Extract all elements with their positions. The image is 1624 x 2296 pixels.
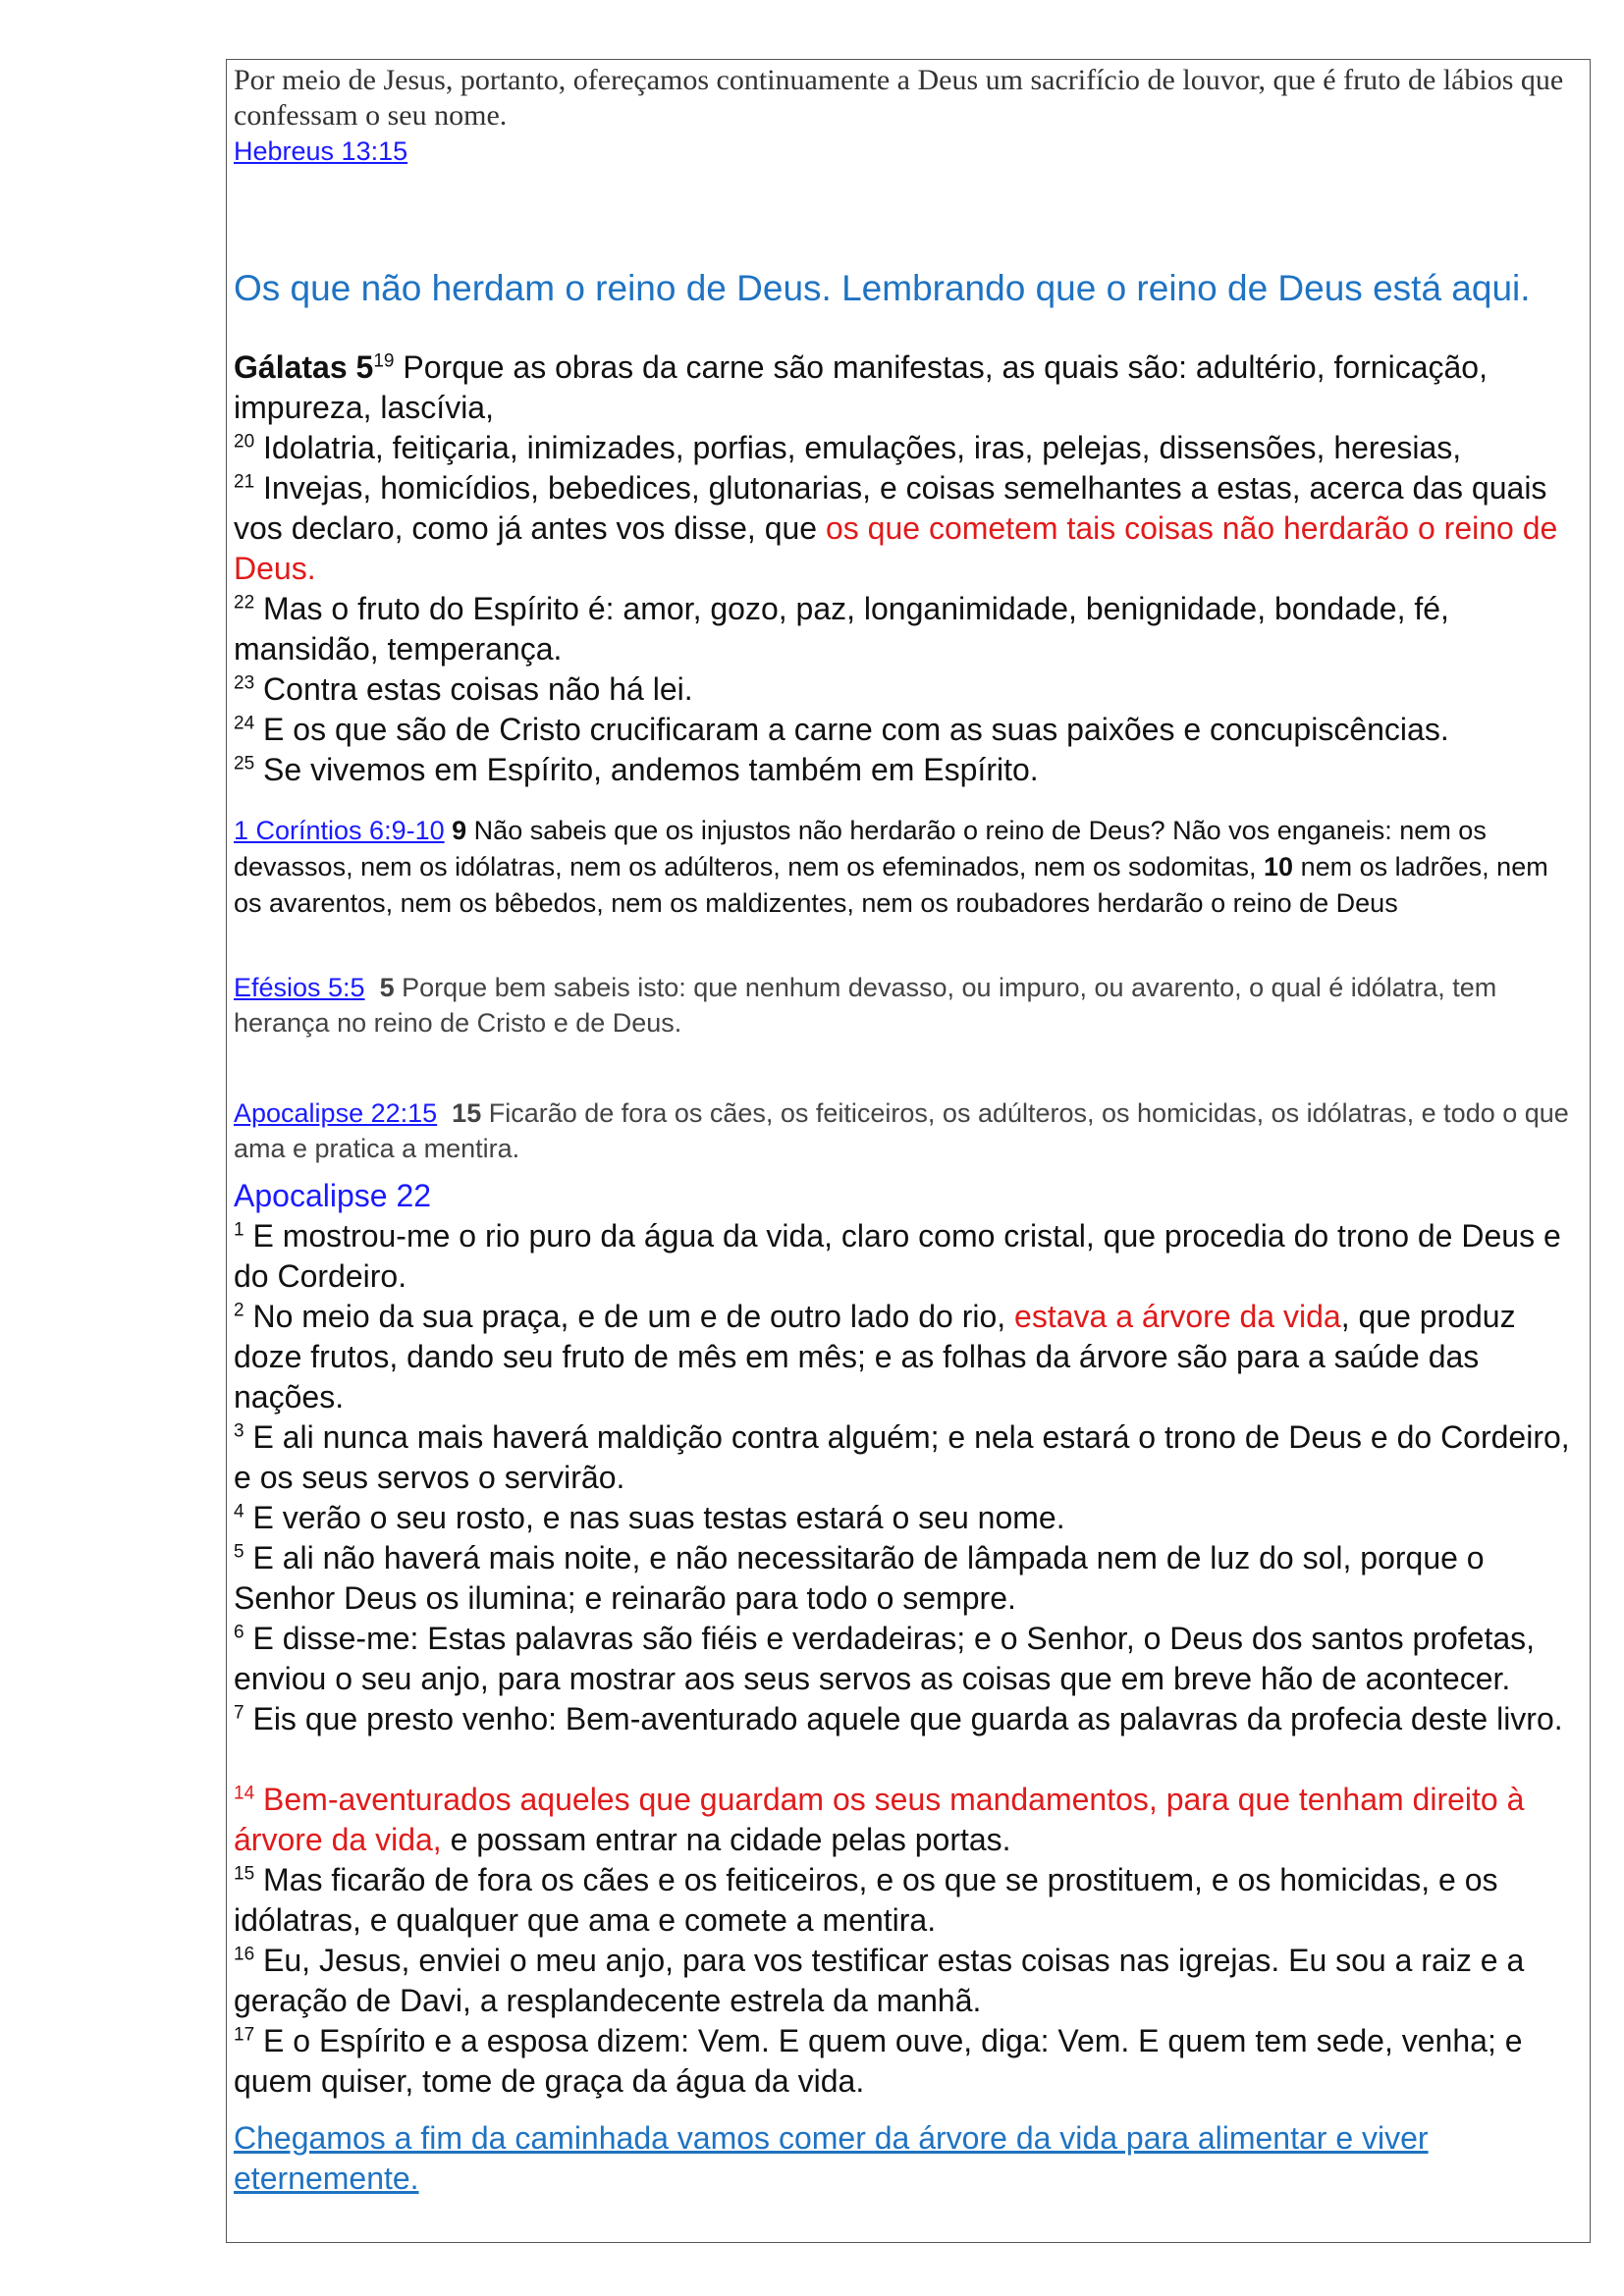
- verse-number: 15: [452, 1098, 482, 1128]
- intro-ref-block: [234, 133, 1579, 170]
- verse-number: 1: [234, 1219, 244, 1241]
- intro-text: Por meio de Jesus, portanto, ofereçamos continuamente a Deus um sacrifício de louvor, que é fruto de lábios que confessam o seu nome.: [234, 64, 1564, 132]
- apoc-ref-block: [234, 1095, 1579, 1166]
- verse-text: Idolatria, feitiçaria, inimizades, porfias, emulações, iras, pelejas, dissensões, heresias,: [254, 430, 1462, 465]
- apoc-v2: [234, 1297, 1579, 1417]
- verse-number: 22: [234, 592, 255, 614]
- spacer: [234, 1739, 1579, 1780]
- apoc-v17: [234, 2021, 1579, 2102]
- verse-number: 23: [234, 672, 255, 694]
- apoc-v16: [234, 1941, 1579, 2021]
- verse-text: Eis que presto venho: Bem-aventurado aquele que guarda as palavras da profecia deste livro.: [244, 1701, 1563, 1736]
- closing-block: [234, 2118, 1579, 2199]
- apoc-v5: [234, 1538, 1579, 1619]
- galatas-v21: [234, 468, 1579, 589]
- apoc-ref-link[interactable]: Apocalipse 22:15: [234, 1098, 438, 1128]
- intro-block: [234, 63, 1579, 133]
- verse-text: E mostrou-me o rio puro da água da vida, claro como cristal, que procedia do trono de Deus e do Cordeiro.: [234, 1218, 1561, 1294]
- verse-text: Porque as obras da carne são manifestas, as quais são: adultério, fornicação, impureza, lascívia,: [234, 349, 1488, 425]
- verse-number: 5: [379, 973, 395, 1002]
- verse-number: 6: [234, 1622, 244, 1643]
- apoc-v3: [234, 1417, 1579, 1498]
- verse-number: 4: [234, 1501, 244, 1522]
- galatas-v25: [234, 750, 1579, 790]
- verse-number: 5: [234, 1541, 244, 1563]
- efesios-ref-link[interactable]: Efésios 5:5: [234, 973, 365, 1002]
- intro-ref-link[interactable]: Hebreus 13:15: [234, 136, 408, 166]
- verse-text: Ficarão de fora os cães, os feiticeiros, os adúlteros, os homicidas, os idólatras, e todo o que ama e pratica a mentira.: [234, 1098, 1569, 1163]
- verse-number: 19: [373, 350, 395, 372]
- verse-text: Mas o fruto do Espírito é: amor, gozo, paz, longanimidade, benignidade, bondade, fé, mansidão, temperança.: [234, 591, 1449, 667]
- verse-text: Se vivemos em Espírito, andemos também em Espírito.: [254, 752, 1039, 787]
- section-heading: Os que não herdam o reino de Deus. Lembrando que o reino de Deus está aqui.: [234, 268, 1531, 308]
- galatas-v20: [234, 428, 1579, 468]
- apoc-v6: [234, 1619, 1579, 1699]
- verse-highlight: os que cometem tais coisas não herdarão o reino de Deus.: [234, 510, 1558, 586]
- verse-number: 10: [1264, 852, 1294, 881]
- verse-highlight: Bem-aventurados aqueles que guardam os seus mandamentos, para que tenham direito à árvore da vida,: [234, 1782, 1525, 1857]
- verse-number: 25: [234, 753, 255, 774]
- apoc-v1: [234, 1216, 1579, 1297]
- verse-text: Invejas, homicídios, bebedices, glutonarias, e coisas semelhantes a estas, acerca das quais vos declaro, como já antes vos disse, que: [234, 470, 1547, 546]
- galatas-v19: [234, 347, 1579, 428]
- verse-number: 2: [234, 1300, 244, 1321]
- verse-number: 24: [234, 713, 255, 734]
- verse-number: 15: [234, 1863, 255, 1885]
- apocalipse-block: [234, 1176, 1579, 2102]
- galatas-book: Gálatas 5: [234, 349, 374, 385]
- apoc-v14: [234, 1780, 1579, 1860]
- verse-text: E disse-me: Estas palavras são fiéis e verdadeiras; e o Senhor, o Deus dos santos profetas, enviou o seu anjo, para mostrar aos seus servos as coisas que em breve hão de acontecer.: [234, 1621, 1536, 1696]
- verse-number: 7: [234, 1702, 244, 1724]
- verse-text: Eu, Jesus, enviei o meu anjo, para vos testificar estas coisas nas igrejas. Eu sou a raiz e a geração de Davi, a resplandecente estrela da manhã.: [234, 1943, 1525, 2018]
- apoc-ref-paragraph: [234, 1095, 1579, 1166]
- verse-number: 9: [452, 816, 467, 845]
- verse-number: 3: [234, 1420, 244, 1442]
- corintios-paragraph: [234, 813, 1579, 922]
- corintios-block: [234, 813, 1579, 922]
- verse-text: nem os ladrões, nem os avarentos, nem os bêbedos, nem os maldizentes, nem os roubadores herdarão o reino de Deus: [234, 852, 1548, 918]
- galatas-v23: [234, 669, 1579, 710]
- verse-text: E verão o seu rosto, e nas suas testas estará o seu nome.: [244, 1500, 1065, 1535]
- corintios-ref-link[interactable]: 1 Coríntios 6:9-10: [234, 816, 445, 845]
- verse-text: Contra estas coisas não há lei.: [254, 671, 693, 707]
- verse-text: E os que são de Cristo crucificaram a carne com as suas paixões e concupiscências.: [254, 712, 1449, 747]
- apocalipse-title: Apocalipse 22: [234, 1178, 432, 1213]
- efesios-paragraph: [234, 970, 1579, 1041]
- verse-text: E o Espírito e a esposa dizem: Vem. E quem ouve, diga: Vem. E quem tem sede, venha; e quem quiser, tome de graça da água da vida.: [234, 2023, 1523, 2099]
- galatas-v22: [234, 589, 1579, 669]
- verse-number: 16: [234, 1944, 255, 1965]
- verse-number: 20: [234, 431, 255, 453]
- verse-number: 21: [234, 471, 255, 493]
- galatas-v24: [234, 710, 1579, 750]
- verse-text: Não sabeis que os injustos não herdarão o reino de Deus? Não vos enganeis: nem os devassos, nem os idólatras, nem os adúlteros, nem os efeminados, nem os sodomitas,: [234, 816, 1487, 881]
- apoc-v7: [234, 1699, 1579, 1739]
- verse-number: 14: [234, 1783, 255, 1804]
- verse-text: E ali nunca mais haverá maldição contra alguém; e nela estará o trono de Deus e do Cordeiro, e os seus servos o servirão.: [234, 1419, 1570, 1495]
- apoc-v15: [234, 1860, 1579, 1941]
- verse-text: e possam entrar na cidade pelas portas.: [441, 1822, 1011, 1857]
- efesios-block: [234, 970, 1579, 1041]
- galatas-block: [234, 347, 1579, 790]
- closing-link[interactable]: Chegamos a fim da caminhada vamos comer da árvore da vida para alimentar e viver eternemente.: [234, 2120, 1429, 2196]
- apoc-v4: [234, 1498, 1579, 1538]
- verse-text: Porque bem sabeis isto: que nenhum devasso, ou impuro, ou avarento, o qual é idólatra, tem herança no reino de Cristo e de Deus.: [234, 973, 1497, 1038]
- verse-text: E ali não haverá mais noite, e não necessitarão de lâmpada nem de luz do sol, porque o Senhor Deus os ilumina; e reinarão para todo o sempre.: [234, 1540, 1485, 1616]
- verse-text: , que produz doze frutos, dando seu fruto de mês em mês; e as folhas da árvore são para a saúde das nações.: [234, 1299, 1516, 1415]
- verse-text: Mas ficarão de fora os cães e os feiticeiros, e os que se prostituem, e os homicidas, e os idólatras, e qualquer que ama e comete a mentira.: [234, 1862, 1498, 1938]
- verse-text: No meio da sua praça, e de um e de outro lado do rio,: [244, 1299, 1015, 1334]
- verse-highlight: estava a árvore da vida: [1014, 1299, 1341, 1334]
- verse-number: 17: [234, 2024, 255, 2046]
